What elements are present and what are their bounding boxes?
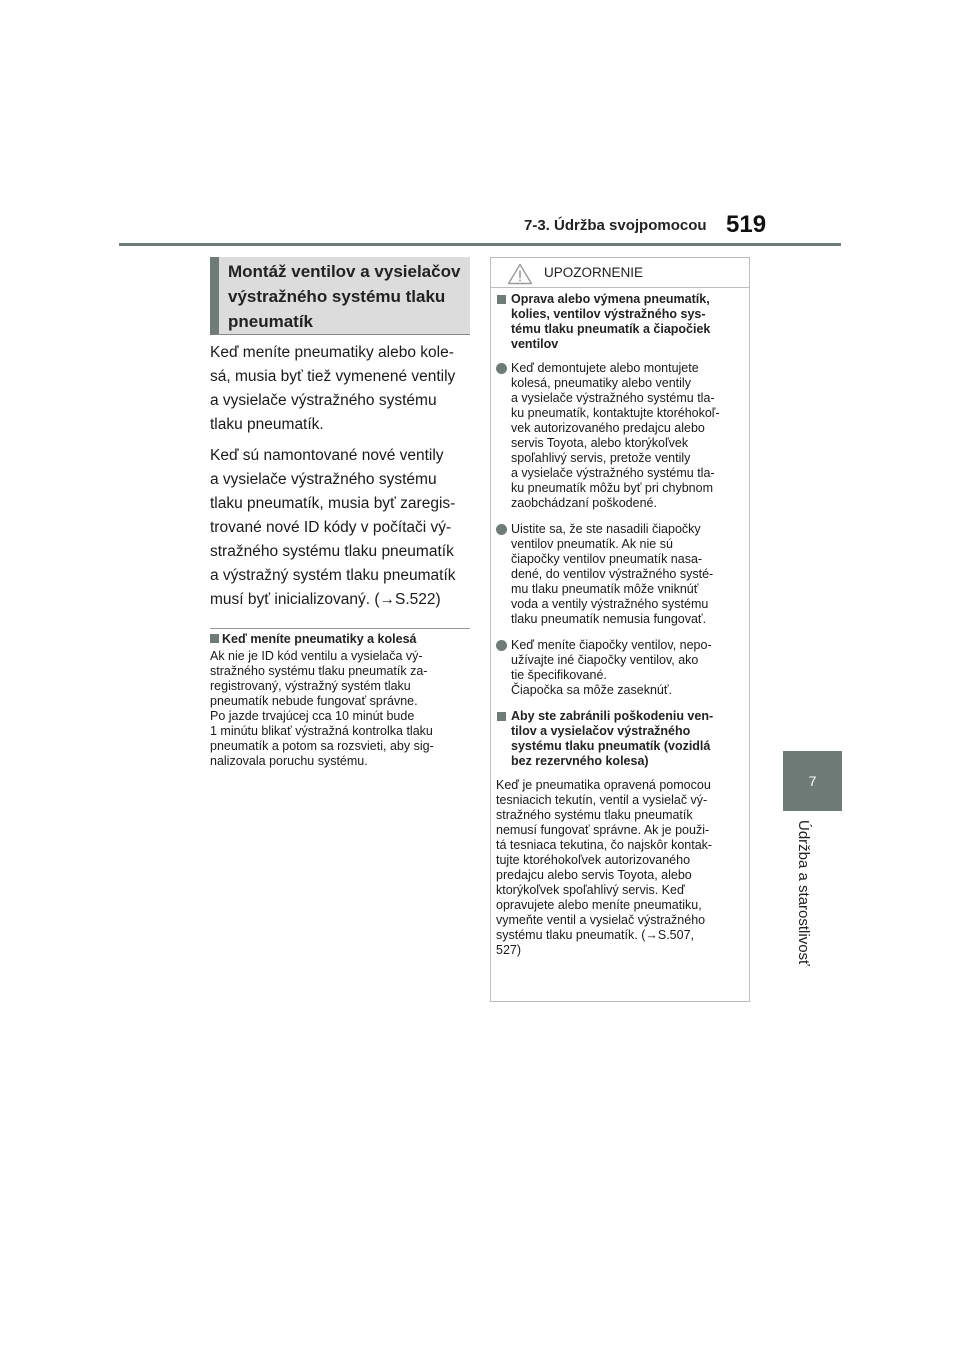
text-line: stražného systému tlaku pneumatík bbox=[496, 808, 693, 822]
chapter-side-label: Údržba a starostlivosť bbox=[795, 820, 812, 966]
text-line: Keď meníte pneumatiky alebo kole- bbox=[210, 344, 454, 361]
header-rule bbox=[119, 243, 841, 246]
text-line: zaobchádzaní poškodené. bbox=[511, 496, 657, 510]
warning-body bbox=[491, 288, 749, 958]
text-line: bez rezervného kolesa) bbox=[511, 754, 649, 768]
warning-title: UPOZORNENIE bbox=[544, 265, 644, 280]
paragraph-2 bbox=[210, 444, 470, 612]
text-line: pneumatík nebude fungovať správne. bbox=[210, 694, 418, 708]
text-line: predajcu alebo servis Toyota, alebo bbox=[496, 868, 692, 882]
text-line: kolesá, pneumatiky alebo ventily bbox=[511, 376, 691, 390]
text-line: a vysielače výstražného systému bbox=[210, 392, 437, 409]
text-line: 1 minútu blikať výstražná kontrolka tlaku bbox=[210, 724, 433, 738]
text-line: tie špecifikované. bbox=[511, 668, 607, 682]
text-line: Keď demontujete alebo montujete bbox=[511, 361, 699, 375]
text-line: pneumatík a potom sa rozsvieti, aby sig- bbox=[210, 739, 434, 753]
warning-paragraph bbox=[496, 778, 743, 958]
text-line: kolies, ventilov výstražného sys- bbox=[511, 307, 706, 321]
chapter-tab bbox=[783, 751, 842, 811]
text-line: voda a ventily výstražného systému bbox=[511, 597, 709, 611]
square-bullet-icon bbox=[497, 712, 506, 721]
text-line: tá tesniaca tekutina, čo najskôr kontak- bbox=[496, 838, 713, 852]
page-number: 519 bbox=[726, 211, 767, 238]
text-line: 527) bbox=[496, 943, 522, 957]
subsection-body bbox=[210, 649, 470, 769]
round-bullet-icon bbox=[496, 640, 507, 651]
text-line: stražného systému tlaku pneumatík bbox=[210, 543, 454, 560]
text-line: čiapočky ventilov pneumatík nasa- bbox=[511, 552, 703, 566]
text-line: užívajte iné čiapočky ventilov, ako bbox=[511, 653, 699, 667]
text-line: Aby ste zabránili poškodeniu ven- bbox=[511, 709, 714, 723]
text-line: vek autorizovaného predajcu alebo bbox=[511, 421, 705, 435]
text-line: Keď sú namontované nové ventily bbox=[210, 447, 444, 464]
text-line: ku pneumatík, kontaktujte ktoréhokoľ- bbox=[511, 406, 720, 420]
warning-heading-1 bbox=[496, 292, 743, 352]
text-line: registrovaný, výstražný systém tlaku bbox=[210, 679, 411, 693]
text-line: mu tlaku pneumatík môže vniknúť bbox=[511, 582, 699, 596]
section-title: 7-3. Údržba svojpomocou bbox=[524, 217, 707, 234]
text-line: tlaku pneumatík, musia byť zaregis- bbox=[210, 495, 456, 512]
text-line: tému tlaku pneumatík a čiapočiek bbox=[511, 322, 711, 336]
text-line: sá, musia byť tiež vymenené ventily bbox=[210, 368, 456, 385]
round-bullet-icon bbox=[496, 524, 507, 535]
text-line: Čiapočka sa môže zaseknúť. bbox=[511, 683, 673, 697]
text-line: Oprava alebo výmena pneumatík, bbox=[511, 292, 710, 306]
text-line: tlaku pneumatík nemusia fungovať. bbox=[511, 612, 707, 626]
title-line: výstražného systému tlaku bbox=[228, 287, 446, 306]
warning-header bbox=[491, 258, 749, 288]
warning-triangle-icon bbox=[507, 263, 533, 285]
text-line: musí byť inicializovaný. (→S.522) bbox=[210, 591, 441, 608]
text-line: Keď meníte čiapočky ventilov, nepo- bbox=[511, 638, 712, 652]
text-line: ktorýkoľvek spoľahlivý servis. Keď bbox=[496, 883, 685, 897]
text-line: servis Toyota, alebo ktorýkoľvek bbox=[511, 436, 689, 450]
text-line: tlaku pneumatík. bbox=[210, 416, 324, 433]
text-line: ventilov bbox=[511, 337, 559, 351]
square-bullet-icon bbox=[497, 295, 506, 304]
text-line: tujte ktoréhokoľvek autorizovaného bbox=[496, 853, 691, 867]
text-line: tilov a vysielačov výstražného bbox=[511, 724, 691, 738]
text-line: a vysielače výstražného systému tla- bbox=[511, 466, 715, 480]
text-line: stražného systému tlaku pneumatík za- bbox=[210, 664, 428, 678]
text-line: opravujete alebo meníte pneumatiku, bbox=[496, 898, 702, 912]
text-line: Ak nie je ID kód ventilu a vysielača vý- bbox=[210, 649, 423, 663]
title-line: Montáž ventilov a vysielačov bbox=[228, 262, 461, 281]
text-line: vymeňte ventil a vysielač výstražného bbox=[496, 913, 706, 927]
topic-title bbox=[228, 259, 464, 334]
intro-text bbox=[210, 341, 470, 612]
text-line: systému tlaku pneumatík (vozidlá bbox=[511, 739, 711, 753]
text-line: a vysielače výstražného systému tla- bbox=[511, 391, 715, 405]
warning-box bbox=[490, 257, 750, 1002]
paragraph-1 bbox=[210, 341, 470, 437]
text-line: ventilov pneumatík. Ak nie sú bbox=[511, 537, 673, 551]
text-line: spoľahlivý servis, pretože ventily bbox=[511, 451, 691, 465]
text-line: Uistite sa, že ste nasadili čiapočky bbox=[511, 522, 701, 536]
chapter-tab-number: 7 bbox=[808, 773, 817, 789]
text-line: a výstražný systém tlaku pneumatík bbox=[210, 567, 456, 584]
text-line: nalizovala poruchu systému. bbox=[210, 754, 368, 768]
text-line: trované nové ID kódy v počítači vý- bbox=[210, 519, 452, 536]
title-line: pneumatík bbox=[228, 312, 314, 331]
subsection-heading bbox=[210, 632, 470, 646]
text-line: Keď je pneumatika opravená pomocou bbox=[496, 778, 711, 792]
square-bullet-icon bbox=[210, 634, 219, 643]
warning-bullet-1 bbox=[496, 361, 743, 511]
text-line: ku pneumatík môžu byť pri chybnom bbox=[511, 481, 714, 495]
text-line: a vysielače výstražného systému bbox=[210, 471, 437, 488]
subsection-heading-text: Keď meníte pneumatiky a kolesá bbox=[222, 632, 417, 646]
text-line: dené, do ventilov výstražného systé- bbox=[511, 567, 714, 581]
round-bullet-icon bbox=[496, 363, 507, 374]
left-column bbox=[210, 257, 470, 769]
text-line: systému tlaku pneumatík. (→S.507, bbox=[496, 928, 695, 942]
warning-bullet-3 bbox=[496, 638, 743, 698]
topic-title-box bbox=[210, 257, 470, 335]
text-line: tesniacich tekutín, ventil a vysielač vý- bbox=[496, 793, 708, 807]
text-line: Po jazde trvajúcej cca 10 minút bude bbox=[210, 709, 415, 723]
warning-bullet-2 bbox=[496, 522, 743, 627]
warning-heading-2 bbox=[496, 709, 743, 769]
subsection-rule bbox=[210, 628, 470, 629]
text-line: nemusí fungovať správne. Ak je použi- bbox=[496, 823, 710, 837]
